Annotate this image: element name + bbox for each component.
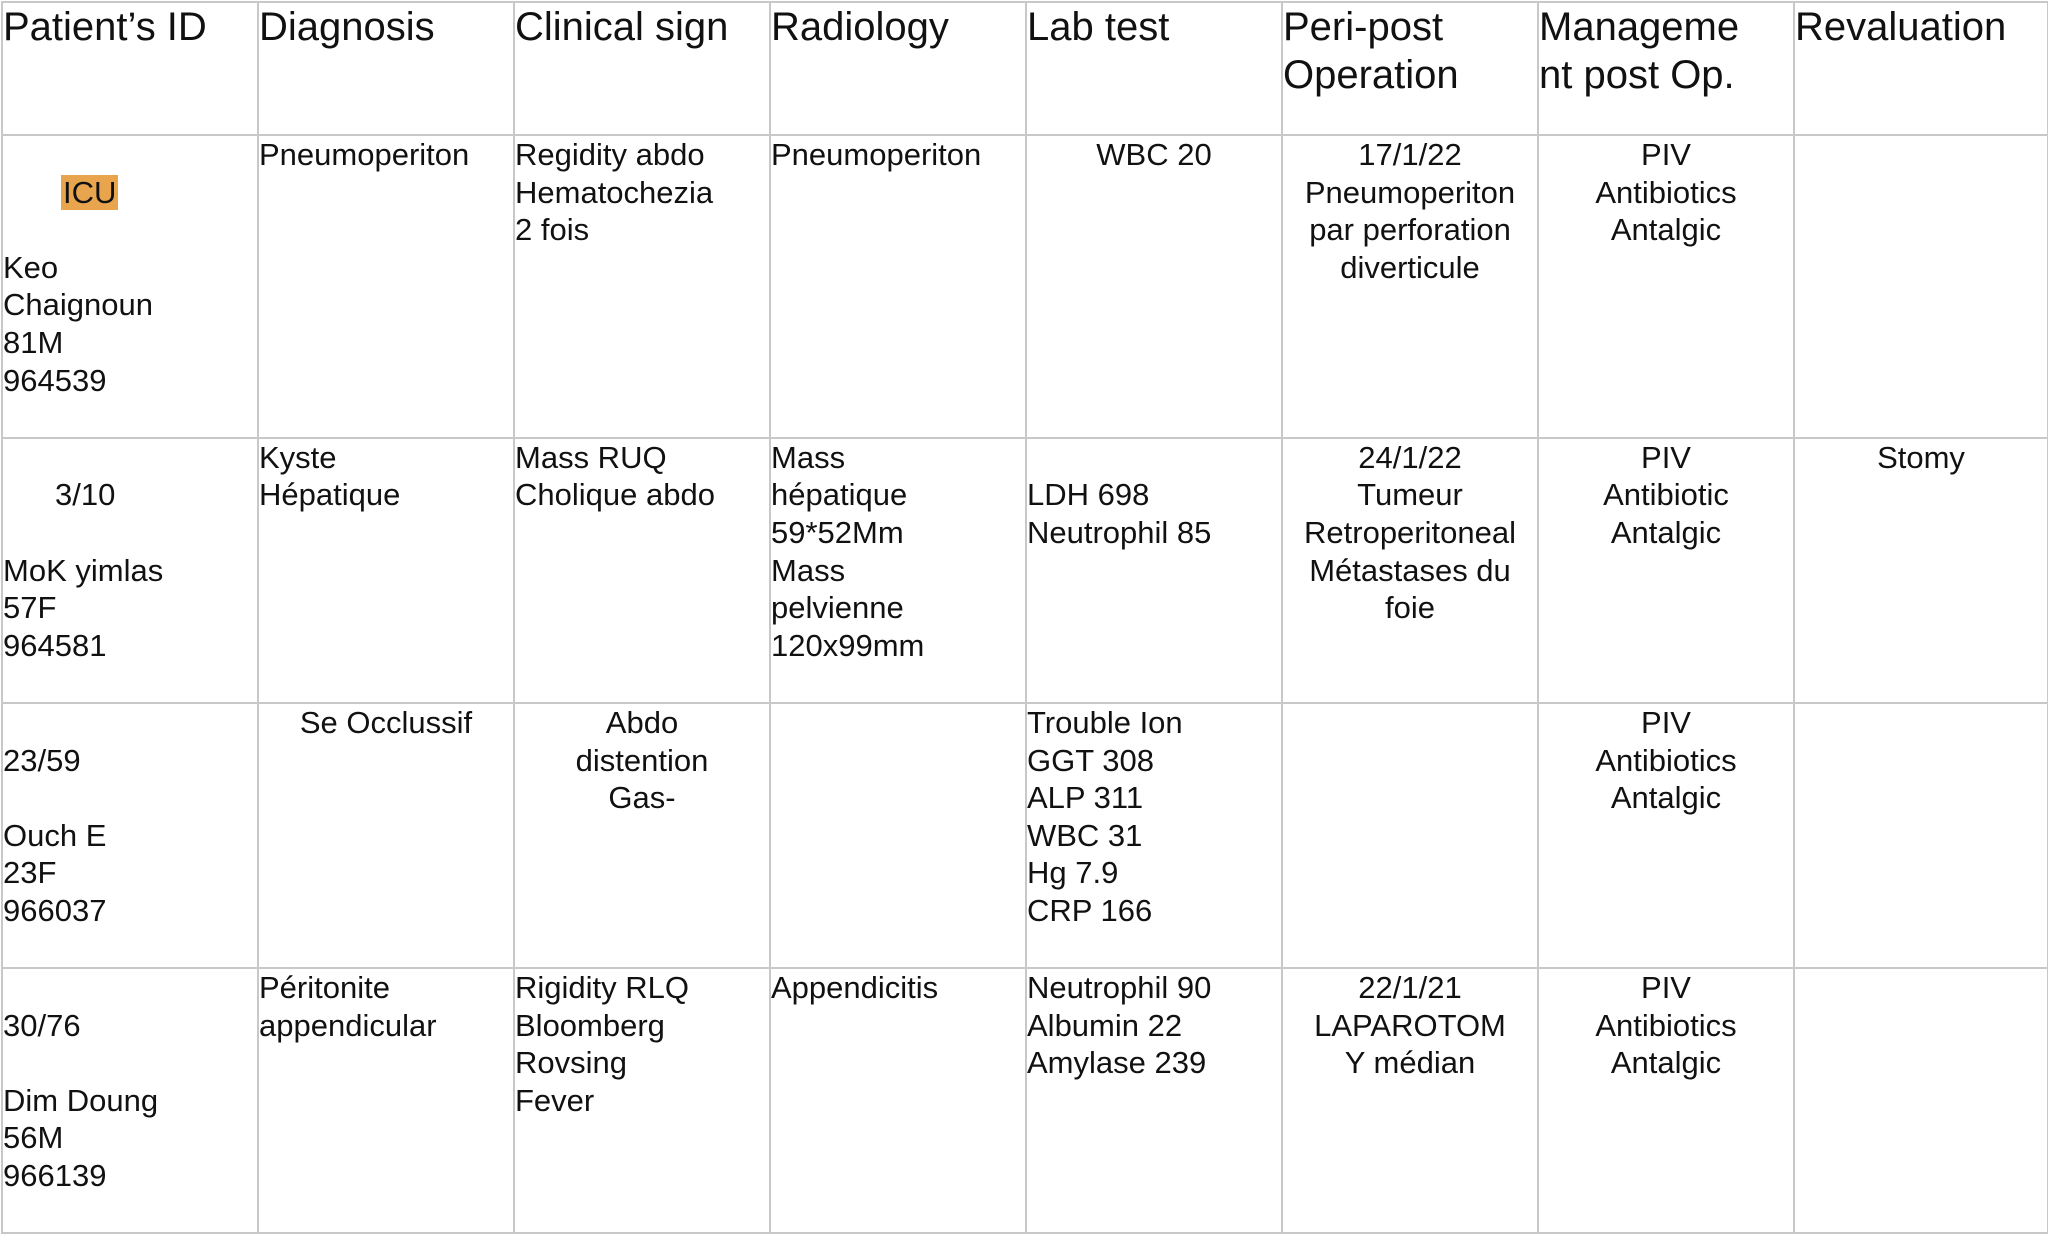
header-lab-test: Lab test xyxy=(1026,2,1282,135)
revaluation-cell xyxy=(1794,968,2048,1233)
header-clinical-sign: Clinical sign xyxy=(514,2,770,135)
revaluation-cell xyxy=(1794,135,2048,438)
patient-tag xyxy=(3,174,257,212)
lab-test-cell: WBC 20 xyxy=(1026,135,1282,438)
diagnosis-cell: Kyste Hépatique xyxy=(258,438,514,703)
management-cell: PIV Antibiotics Antalgic xyxy=(1538,968,1794,1233)
patient-info: Ouch E 23F 966037 xyxy=(3,817,107,928)
clinical-sign-cell: Abdo distention Gas- xyxy=(514,703,770,968)
peri-post-operation-cell: 22/1/21 LAPAROTOM Y médian xyxy=(1282,968,1538,1233)
header-diagnosis: Diagnosis xyxy=(258,2,514,135)
management-cell: PIV Antibiotic Antalgic xyxy=(1538,438,1794,703)
diagnosis-cell: Pneumoperiton xyxy=(258,135,514,438)
table-row xyxy=(2,438,2048,703)
table-row xyxy=(2,703,2048,968)
clinical-sign-cell: Mass RUQ Cholique abdo xyxy=(514,438,770,703)
radiology-cell: Mass hépatique 59*52Mm Mass pelvienne 120x99mm xyxy=(770,438,1026,703)
peri-post-operation-cell xyxy=(1282,703,1538,968)
icu-highlight: ICU xyxy=(63,174,117,210)
header-radiology: Radiology xyxy=(770,2,1026,135)
patient-tag: 30/76 xyxy=(3,1007,81,1043)
header-peri-post-operation: Peri-post Operation xyxy=(1282,2,1538,135)
patient-id-cell xyxy=(2,438,258,703)
revaluation-cell xyxy=(1794,703,2048,968)
patient-id-cell xyxy=(2,968,258,1233)
diagnosis-cell: Péritonite appendicular xyxy=(258,968,514,1233)
patient-id-cell xyxy=(2,135,258,438)
clinical-sign-cell: Rigidity RLQ Bloomberg Rovsing Fever xyxy=(514,968,770,1233)
header-patient-id: Patient’s ID xyxy=(2,2,258,135)
patient-info: Keo Chaignoun 81M 964539 xyxy=(3,249,153,398)
peri-post-operation-cell: 24/1/22 Tumeur Retroperitoneal Métastases du foie xyxy=(1282,438,1538,703)
peri-post-operation-cell: 17/1/22 Pneumoperiton par perforation diverticule xyxy=(1282,135,1538,438)
patient-info: MoK yimlas 57F 964581 xyxy=(3,552,164,663)
lab-test-cell: Trouble Ion GGT 308 ALP 311 WBC 31 Hg 7.9 CRP 166 xyxy=(1026,703,1282,968)
table-row xyxy=(2,135,2048,438)
header-revaluation: Revaluation xyxy=(1794,2,2048,135)
radiology-cell xyxy=(770,703,1026,968)
patient-id-cell xyxy=(2,703,258,968)
diagnosis-cell: Se Occlussif xyxy=(258,703,514,968)
table-row xyxy=(2,968,2048,1233)
patient-table xyxy=(1,1,2048,1234)
radiology-cell: Appendicitis xyxy=(770,968,1026,1233)
revaluation-cell: Stomy xyxy=(1794,438,2048,703)
header-row xyxy=(2,2,2048,135)
clinical-sign-cell: Regidity abdo Hematochezia 2 fois xyxy=(514,135,770,438)
patient-info: Dim Doung 56M 966139 xyxy=(3,1082,159,1194)
radiology-cell: Pneumoperiton xyxy=(770,135,1026,438)
patient-tag: 3/10 xyxy=(55,477,116,513)
lab-test-cell: Neutrophil 90 Albumin 22 Amylase 239 xyxy=(1026,968,1282,1233)
management-cell: PIV Antibiotics Antalgic xyxy=(1538,135,1794,438)
management-cell: PIV Antibiotics Antalgic xyxy=(1538,703,1794,968)
header-management-post-op: Manageme nt post Op. xyxy=(1538,2,1794,135)
lab-test-cell: LDH 698 Neutrophil 85 xyxy=(1026,438,1282,703)
patient-tag: 23/59 xyxy=(3,742,81,778)
